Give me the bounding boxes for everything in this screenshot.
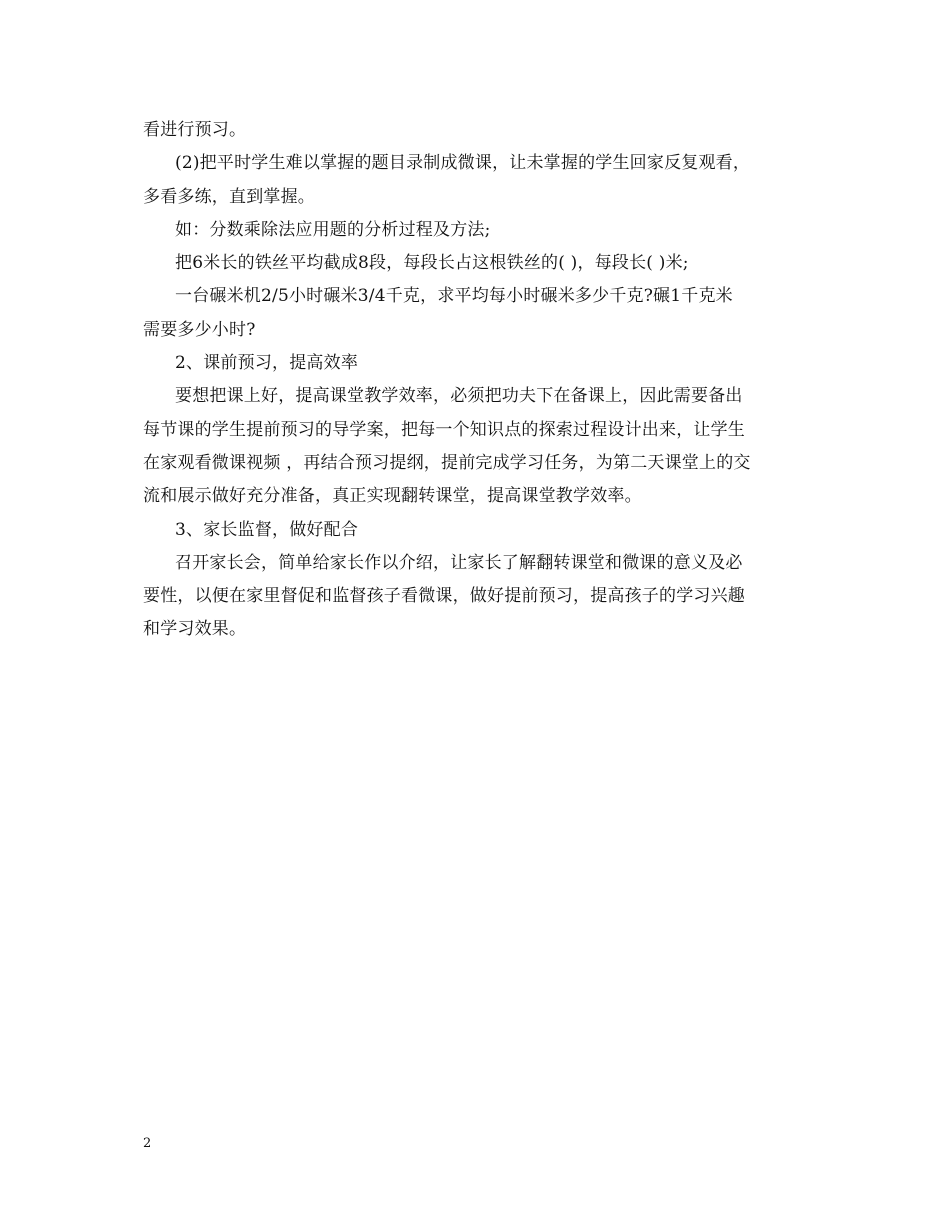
page-number: 2 xyxy=(143,1136,152,1151)
text-line: (2)把平时学生难以掌握的题目录制成微课，让未掌握的学生回家反复观看， xyxy=(175,153,751,174)
text-line: 在家观看微课视频 ，再结合预习提纲，提前完成学习任务，为第二天课堂上的交 xyxy=(143,452,751,473)
section-heading: 2、课前预习，提高效率 xyxy=(175,353,359,374)
text-line: 如：分数乘除法应用题的分析过程及方法; xyxy=(175,219,491,240)
body-text xyxy=(143,114,815,647)
text-line: 流和展示做好充分准备，真正实现翻转课堂，提高课堂教学效率。 xyxy=(143,486,642,507)
text-line: 召开家长会，简单给家长作以介绍，让家长了解翻转课堂和微课的意义及必 xyxy=(175,552,743,573)
section-heading: 3、家长监督，做好配合 xyxy=(175,519,359,540)
text-line: 需要多少小时? xyxy=(143,319,256,340)
text-line: 把6米长的铁丝平均截成8段，每段长占这根铁丝的( )，每段长( )米; xyxy=(175,253,689,274)
text-line: 要性，以便在家里督促和监督孩子看微课，做好提前预习，提高孩子的学习兴趣 xyxy=(143,586,745,607)
text-line: 每节课的学生提前预习的导学案，把每一个知识点的探索过程设计出来，让学生 xyxy=(143,419,745,440)
text-line: 一台碾米机2/5小时碾米3/4千克，求平均每小时碾米多少千克?碾1千克米 xyxy=(175,286,733,307)
text-line: 多看多练，直到掌握。 xyxy=(143,186,315,207)
text-line: 要想把课上好，提高课堂教学效率，必须把功夫下在备课上，因此需要备出 xyxy=(175,386,743,407)
text-line: 和学习效果。 xyxy=(143,619,247,640)
text-line: 看进行预习。 xyxy=(143,120,247,140)
